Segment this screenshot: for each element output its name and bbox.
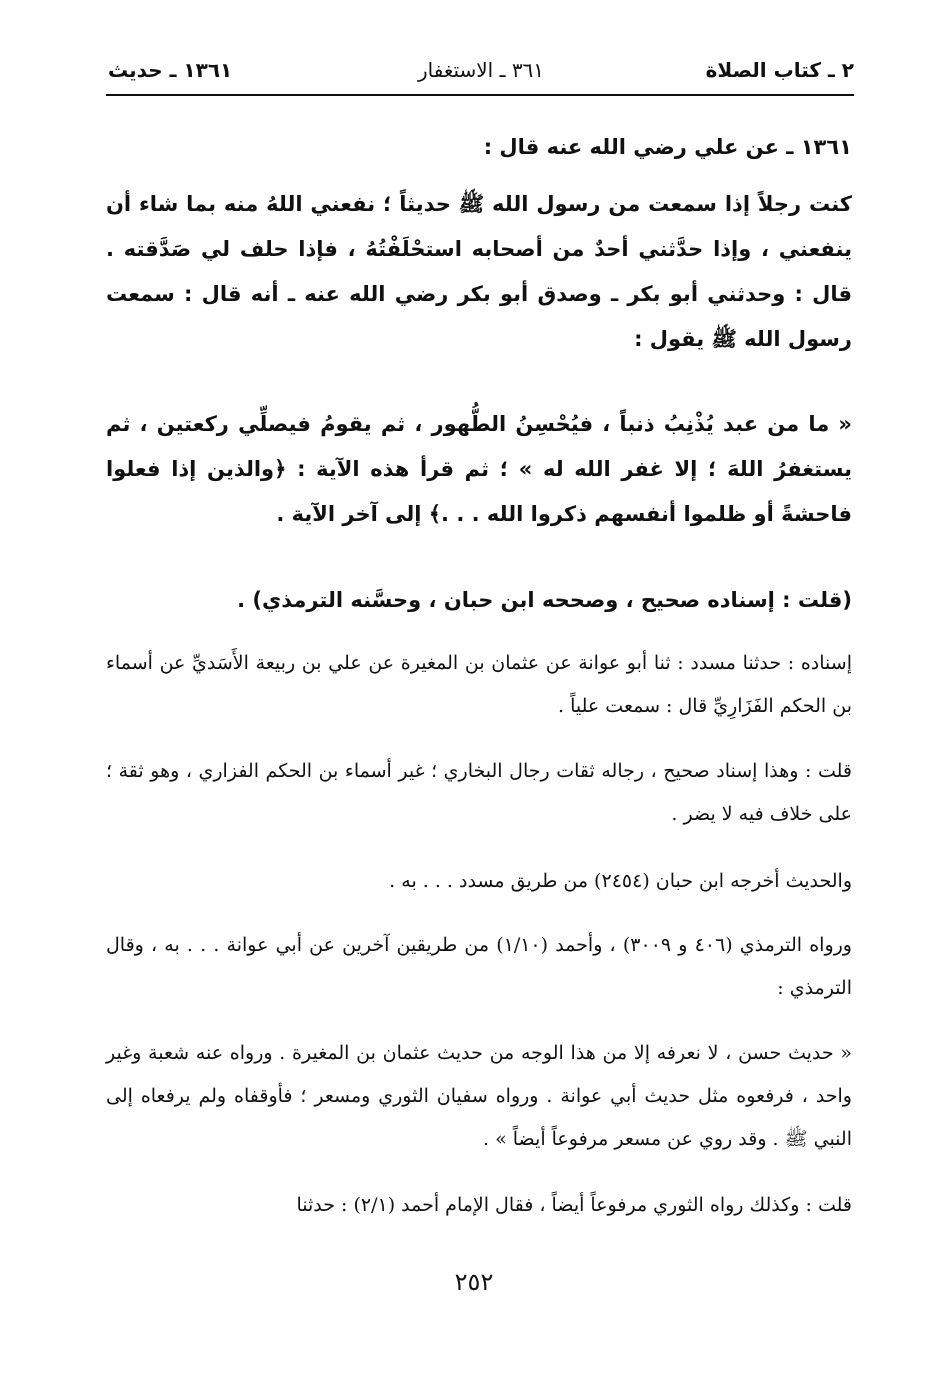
running-header <box>108 58 854 94</box>
grading-note: (قلت : إسناده صحيح ، وصححه ابن حبان ، وحسَّنه الترمذي) . <box>237 588 852 612</box>
commentary-paragraph: قلت : وهذا إسناد صحيح ، رجاله ثقات رجال البخاري ؛ غير أسماء بن الحكم الفزاري ، وهو ثقة ؛ على خلاف فيه لا يضر . <box>106 760 852 825</box>
header-chapter-title: ٣٦١ ـ الاستغفار <box>417 58 545 82</box>
hadith-text-paragraph: كنت رجلاً إذا سمعت من رسول الله ﷺ حديثاً ؛ نفعني اللهُ منه بما شاء أن ينفعني ، وإذا حدَّثني أحدٌ من أصحابه استحْلَفْتُهُ ، فإذا حلف لي صَدَّقته . قال : وحدثني أبو بكر ـ وصدق أبو بكر رضي الله عنه ـ أنه قال : سمعت رسول الله ﷺ يقول : <box>106 192 852 351</box>
header-rule <box>106 94 854 96</box>
commentary-paragraph: والحديث أخرجه ابن حبان (٢٤٥٤) من طريق مسدد . . . به . <box>389 870 852 892</box>
hadith-quote-paragraph: « ما من عبد يُذْنِبُ ذنباً ، فيُحْسِنُ الطُّهور ، ثم يقومُ فيصلِّي ركعتين ، ثم يستغفرُ اللهَ ؛ إلا غفر الله له » ؛ ثم قرأ هذه الآية : ﴿والذين إذا فعلوا فاحشةً أو ظلموا أنفسهم ذكروا الله . . .﴾ إلى آخر الآية . <box>106 412 852 526</box>
tirmidhi-quote-paragraph: « حديث حسن ، لا نعرفه إلا من هذا الوجه من حديث عثمان بن المغيرة . ورواه عنه شعبة وغير واحد ، فرفعوه مثل حديث أبي عوانة . ورواه سفيان الثوري ومسعر ؛ فأوقفاه ولم يرفعاه إلى النبي ﷺ . وقد روي عن مسعر مرفوعاً أيضاً » . <box>106 1042 852 1150</box>
commentary-paragraph: ورواه الترمذي (٤٠٦ و ٣٠٠٩) ، وأحمد (١/١٠) من طريقين آخرين عن أبي عوانة . . . به ، وقال الترمذي : <box>106 934 852 999</box>
header-hadith-number: ١٣٦١ ـ حديث <box>108 58 233 82</box>
isnad-paragraph: إسناده : حدثنا مسدد : ثنا أبو عوانة عن عثمان بن المغيرة عن علي بن ربيعة الأَسَديِّ عن أسماء بن الحكم الفَزَارِيِّ قال : سمعت علياً . <box>106 652 852 717</box>
hadith-heading: ١٣٦١ ـ عن علي رضي الله عنه قال : <box>483 135 852 159</box>
page-number: ٢٥٢ <box>454 1268 494 1296</box>
commentary-paragraph: قلت : وكذلك رواه الثوري مرفوعاً أيضاً ، فقال الإمام أحمد (٢/١) : حدثنا <box>296 1194 852 1216</box>
header-book-title: ٢ ـ كتاب الصلاة <box>705 58 854 82</box>
